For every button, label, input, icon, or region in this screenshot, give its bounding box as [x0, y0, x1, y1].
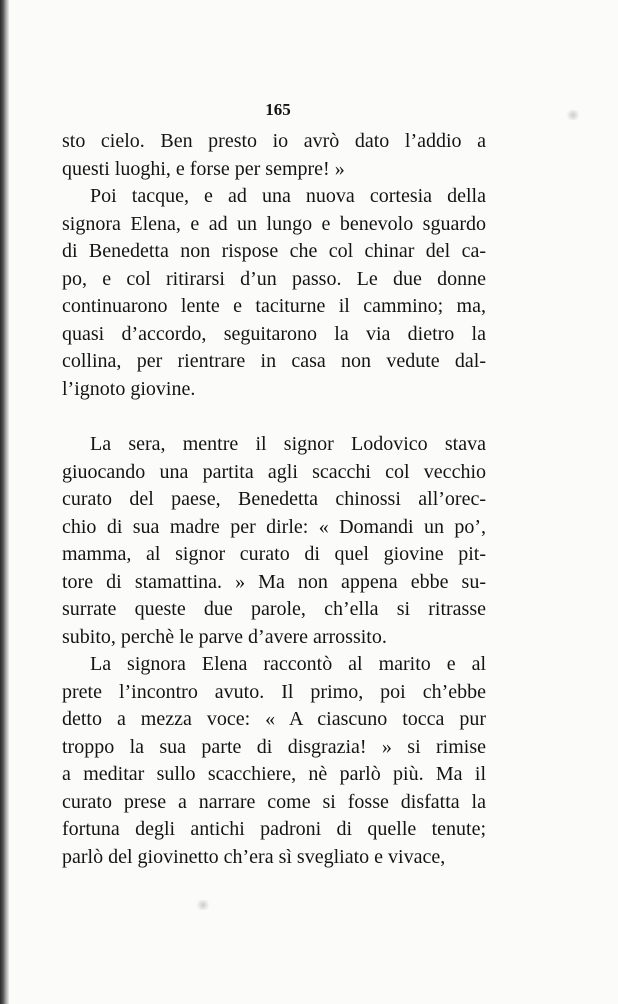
body-text [62, 128, 486, 871]
page-text [62, 100, 486, 871]
paragraph [62, 128, 486, 183]
binding-shadow [0, 0, 9, 1004]
paragraph [62, 651, 486, 871]
paragraph [62, 183, 486, 403]
text-line: signora Elena, e ad un lungo e benevolo sguardo [62, 212, 486, 235]
text-line: l’ignoto giovine. [62, 377, 196, 400]
paper-speck [565, 110, 581, 120]
paragraph [62, 431, 486, 651]
text-line: continuarono lente e taciturne il cammino; ma, [62, 295, 486, 317]
text-line: fortuna degli antichi padroni di quelle tenute; [62, 818, 486, 840]
text-line: sto cielo. Ben presto io avrò dato l’addio a [62, 130, 486, 152]
text-line: La sera, mentre il signor Lodovico stava [90, 433, 486, 455]
text-line: troppo la sua parte di disgrazia! » si rimise [62, 735, 486, 758]
text-line: Poi tacque, e ad una nuova cortesia della [90, 185, 486, 207]
text-line: detto a mezza voce: « A ciascuno tocca pur [62, 708, 486, 730]
text-line: mamma, al signor curato di quel giovine pit- [62, 543, 486, 565]
paragraph-gap [62, 403, 486, 431]
text-line: curato prese a narrare come si fosse disfatta la [62, 790, 486, 813]
text-line: giuocando una partita agli scacchi col vecchio [62, 460, 486, 483]
text-line: di Benedetta non rispose che col chinar del ca- [62, 240, 486, 262]
text-line: tore di stamattina. » Ma non appena ebbe su- [62, 570, 486, 593]
text-line: La signora Elena raccontò al marito e al [90, 653, 486, 675]
text-line: collina, per rientrare in casa non vedute dal- [62, 350, 486, 372]
text-line: surrate queste due parole, ch’ella si ritrasse [62, 598, 486, 620]
text-line: curato del paese, Benedetta chinossi all’orec- [62, 488, 486, 510]
text-line: parlò del giovinetto ch’era sì svegliato e vivace, [62, 845, 446, 868]
text-line: chio di sua madre per dirle: « Domandi un po’, [62, 515, 486, 538]
text-line: a meditar sullo scacchiere, nè parlò più. Ma il [62, 763, 486, 785]
text-line: subito, perchè le parve d’avere arrossito. [62, 625, 387, 648]
paper-speck [195, 900, 211, 910]
text-line: questi luoghi, e forse per sempre! » [62, 157, 345, 180]
text-line: quasi d’accordo, seguitarono la via dietro la [62, 322, 486, 345]
text-line: prete l’incontro avuto. Il primo, poi ch’ebbe [62, 680, 486, 703]
page-number: 165 [265, 100, 291, 119]
text-line: po, e col ritirarsi d’un passo. Le due donne [62, 267, 486, 290]
